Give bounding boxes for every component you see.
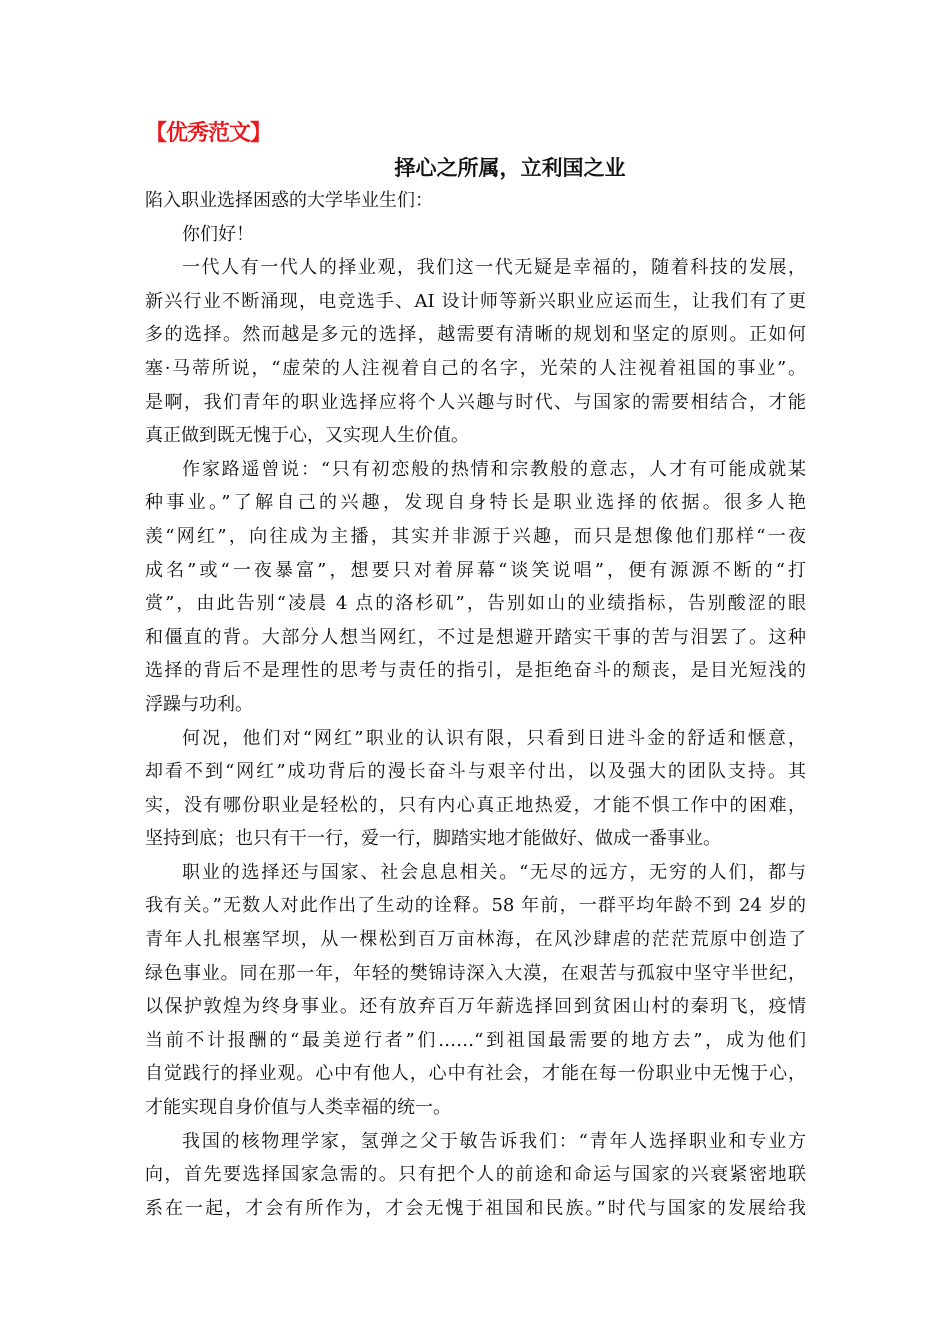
paragraph-line: 实，没有哪份职业是轻松的，只有内心真正地热爱，才能不惧工作中的困难， <box>145 794 806 816</box>
paragraph-line: 选择的背后不是理性的思考与责任的指引，是拒绝奋斗的颓丧，是目光短浅的 <box>145 660 806 682</box>
paragraph-line: 才能实现自身价值与人类幸福的统一。 <box>145 1097 451 1119</box>
paragraph-line: 青年人扎根塞罕坝，从一棵松到百万亩林海，在风沙肆虐的茫茫荒原中创造了 <box>145 929 806 951</box>
paragraph-line: 绿色事业。同在那一年，年轻的樊锦诗深入大漠，在艰苦与孤寂中坚守半世纪， <box>145 962 806 984</box>
paragraph-line: 职业的选择还与国家、社会息息相关。“无尽的远方，无穷的人们，都与 <box>182 861 806 883</box>
paragraph <box>145 856 806 1125</box>
paragraph-line: 坚持到底；也只有干一行，爱一行，脚踏实地才能做好、做成一番事业。 <box>145 828 721 850</box>
paragraph-line: 当前不计报酬的“最美逆行者”们……“到祖国最需要的地方去”，成为他们 <box>145 1029 806 1051</box>
paragraph-line: 向，首先要选择国家急需的。只有把个人的前途和命运与国家的兴衰紧密地联 <box>145 1164 806 1186</box>
paragraph-line: 作家路遥曾说：“只有初恋般的热情和宗教般的意志，人才有可能成就某 <box>182 458 806 480</box>
paragraph-line: 我国的核物理学家，氢弹之父于敏告诉我们：“青年人选择职业和专业方 <box>182 1130 806 1152</box>
paragraph-line: 浮躁与功利。 <box>145 693 253 715</box>
paragraph-line: 以保护敦煌为终身事业。还有放弃百万年薪选择回到贫困山村的秦玥飞，疫情 <box>145 996 806 1018</box>
paragraph-line: 自觉践行的择业观。心中有他人，心中有社会，才能在每一份职业中无愧于心， <box>145 1063 806 1085</box>
paragraph-line: 羡“网红”，向往成为主播，其实并非源于兴趣，而只是想像他们那样“一夜 <box>145 525 806 547</box>
paragraph <box>145 184 806 218</box>
essay-body <box>145 184 806 1225</box>
essay-title: 择心之所属，立利国之业 <box>394 156 626 180</box>
paragraph-line: 塞·马蒂所说，“虚荣的人注视着自己的名字，光荣的人注视着祖国的事业”。 <box>145 357 806 379</box>
paragraph-line: 是啊，我们青年的职业选择应将个人兴趣与时代、与国家的需要相结合，才能 <box>145 391 806 413</box>
paragraph-line: 赏”，由此告别“凌晨 4 点的洛杉矶”，告别如山的业绩指标，告别酸涩的眼 <box>145 593 806 615</box>
paragraph-line: 新兴行业不断涌现，电竞选手、AI 设计师等新兴职业应运而生，让我们有了更 <box>145 290 806 312</box>
paragraph <box>145 218 806 252</box>
paragraph <box>145 722 806 856</box>
paragraph-line: 却看不到“网红”成功背后的漫长奋斗与艰辛付出，以及强大的团队支持。其 <box>145 761 806 783</box>
paragraph-line: 你们好！ <box>182 223 254 245</box>
paragraph-line: 一代人有一代人的择业观，我们这一代无疑是幸福的，随着科技的发展， <box>182 257 806 279</box>
paragraph <box>145 1125 806 1226</box>
paragraph-line: 和僵直的背。大部分人想当网红，不过是想避开踏实干事的苦与泪罢了。这种 <box>145 626 806 648</box>
paragraph <box>145 251 806 453</box>
paragraph-line: 真正做到既无愧于心，又实现人生价值。 <box>145 425 469 447</box>
paragraph-line: 陷入职业选择困惑的大学毕业生们： <box>145 190 433 211</box>
paragraph <box>145 453 806 722</box>
paragraph-line: 我有关。”无数人对此作出了生动的诠释。58 年前，一群平均年龄不到 24 岁的 <box>145 895 806 917</box>
paragraph-line: 种事业。”了解自己的兴趣，发现自身特长是职业选择的依据。很多人艳 <box>145 492 806 514</box>
paragraph-line: 系在一起，才会有所作为，才会无愧于祖国和民族。”时代与国家的发展给我 <box>145 1197 806 1219</box>
section-label: 【优秀范文】 <box>145 121 272 146</box>
paragraph-line: 成名”或“一夜暴富”，想要只对着屏幕“谈笑说唱”，便有源源不断的“打 <box>145 559 806 581</box>
paragraph-line: 何况，他们对“网红”职业的认识有限，只看到日进斗金的舒适和惬意， <box>182 727 806 749</box>
paragraph-line: 多的选择。然而越是多元的选择，越需要有清晰的规划和坚定的原则。正如何 <box>145 324 806 346</box>
